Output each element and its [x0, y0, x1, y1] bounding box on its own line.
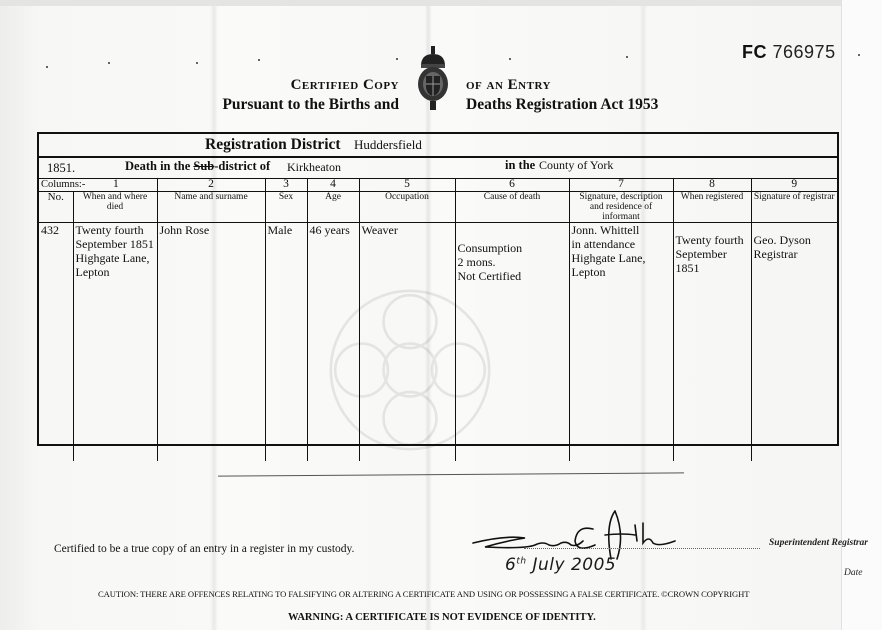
register-table [39, 178, 837, 461]
register-dot [46, 66, 48, 68]
county-label: in the [505, 158, 536, 172]
entry-name: John Rose [157, 223, 265, 462]
column-number-9: 9 [751, 178, 837, 192]
entry-line: Highgate Lane, [571, 251, 646, 265]
subdistrict-value: Kirkheaton [287, 160, 341, 174]
register-entry-form [37, 132, 839, 446]
column-number-6: 6 [455, 178, 569, 192]
register-dot [396, 58, 398, 60]
register-dot [108, 62, 110, 64]
entry-line: Highgate Lane, [75, 251, 150, 265]
header-no: No. [39, 192, 73, 223]
header-cause-of-death: Cause of death [455, 192, 569, 223]
column-header-row [39, 192, 837, 223]
superintendent-signature [465, 505, 695, 560]
subdistrict-label [125, 159, 270, 174]
subdistrict-label-post: -district of [214, 159, 271, 173]
death-year: 1851. [47, 161, 76, 175]
serial-number: 766975 [772, 42, 836, 62]
entry-cause [455, 223, 569, 462]
serial-prefix: FC [742, 42, 767, 62]
entry-age: 46 years [307, 223, 359, 462]
royal-crest-icon [413, 46, 453, 112]
header-left [222, 75, 399, 115]
register-dot [509, 58, 511, 60]
signature-line [524, 548, 760, 549]
county-value: County of York [539, 158, 614, 172]
columns-label: Columns:- [41, 179, 86, 190]
scan-top-edge [0, 0, 882, 6]
registration-district-row [39, 134, 837, 158]
date-day: 6 [505, 555, 517, 575]
certified-true-copy-text: Certified to be a true copy of an entry in a register in my custody. [54, 543, 355, 555]
subdistrict-label-struck: Sub [193, 159, 215, 173]
entry-registrar [751, 223, 837, 462]
header-registrar-signature: Signature of registrar [751, 192, 837, 223]
header-informant: Signature, description and residence of informant [569, 192, 673, 223]
date-rest: July 2005 [526, 555, 617, 575]
entry-line: Geo. Dyson [753, 233, 811, 247]
entry-line: September 1851 [75, 237, 154, 251]
entry-no: 432 [41, 223, 59, 237]
entry-when-registered [673, 223, 751, 462]
table-row [39, 223, 837, 462]
entry-informant [569, 223, 673, 462]
certified-copy-title: Certified Copy [290, 77, 399, 93]
header-age: Age [307, 192, 359, 223]
entry-line: in attendance [571, 237, 636, 251]
superintendent-registrar-label: Superintendent Registrar [769, 538, 868, 548]
register-dot [626, 56, 628, 58]
subdistrict-row [39, 156, 837, 179]
entry-line: 2 mons. [457, 255, 496, 269]
registration-district-value: Huddersfield [354, 137, 422, 152]
entry-line: Consumption [457, 241, 523, 255]
entry-line: Not Certified [457, 269, 522, 283]
entry-when-where [73, 223, 157, 462]
act-text: Deaths Registration Act 1953 [466, 96, 659, 113]
column-number-4: 4 [307, 178, 359, 192]
entry-line: Jonn. Whittell [571, 223, 640, 237]
header-occupation: Occupation [359, 192, 455, 223]
handwritten-date [505, 555, 616, 575]
column-number-8: 8 [673, 178, 751, 192]
entry-line: Registrar [753, 247, 798, 261]
column-number-5: 5 [359, 178, 455, 192]
caution-notice: CAUTION: THERE ARE OFFENCES RELATING TO FALSIFYING OR ALTERING A CERTIFICATE AND USING OR POSSESSING A FALSE CERTIFICATE. ©CROWN COPYRIGHT [98, 589, 750, 599]
entry-sex: Male [265, 223, 307, 462]
certificate-serial-number [742, 42, 836, 63]
column-number-1 [39, 178, 157, 192]
header-name: Name and surname [157, 192, 265, 223]
register-dot [196, 62, 198, 64]
entry-line: Lepton [75, 265, 110, 279]
column-number-2: 2 [157, 178, 265, 192]
header-right [466, 75, 658, 115]
entry-occupation: Weaver [359, 223, 455, 462]
date-label: Date [844, 568, 863, 578]
warning-notice: WARNING: A CERTIFICATE IS NOT EVIDENCE OF IDENTITY. [288, 612, 596, 623]
header-when-where-died: When and where died [73, 192, 157, 223]
entry-line: September 1851 [675, 247, 727, 275]
register-dot [858, 54, 860, 56]
column-number-row [39, 178, 837, 192]
pursuant-text: Pursuant to the Births and [222, 96, 399, 113]
header-when-registered: When registered [673, 192, 751, 223]
date-suffix: th [516, 556, 527, 567]
header-sex: Sex [265, 192, 307, 223]
column-number-7: 7 [569, 178, 673, 192]
subdistrict-label-pre: Death in the [125, 159, 194, 173]
of-an-entry-title: of an Entry [466, 77, 551, 93]
entry-line: Twenty fourth [75, 223, 144, 237]
scan-right-margin [841, 0, 882, 630]
entry-line: Twenty fourth [675, 233, 744, 247]
entry-line: Lepton [571, 265, 606, 279]
registration-district-label: Registration District [205, 136, 341, 153]
column-number-3: 3 [265, 178, 307, 192]
register-dot [258, 59, 260, 61]
column-number-text: 1 [113, 178, 119, 190]
